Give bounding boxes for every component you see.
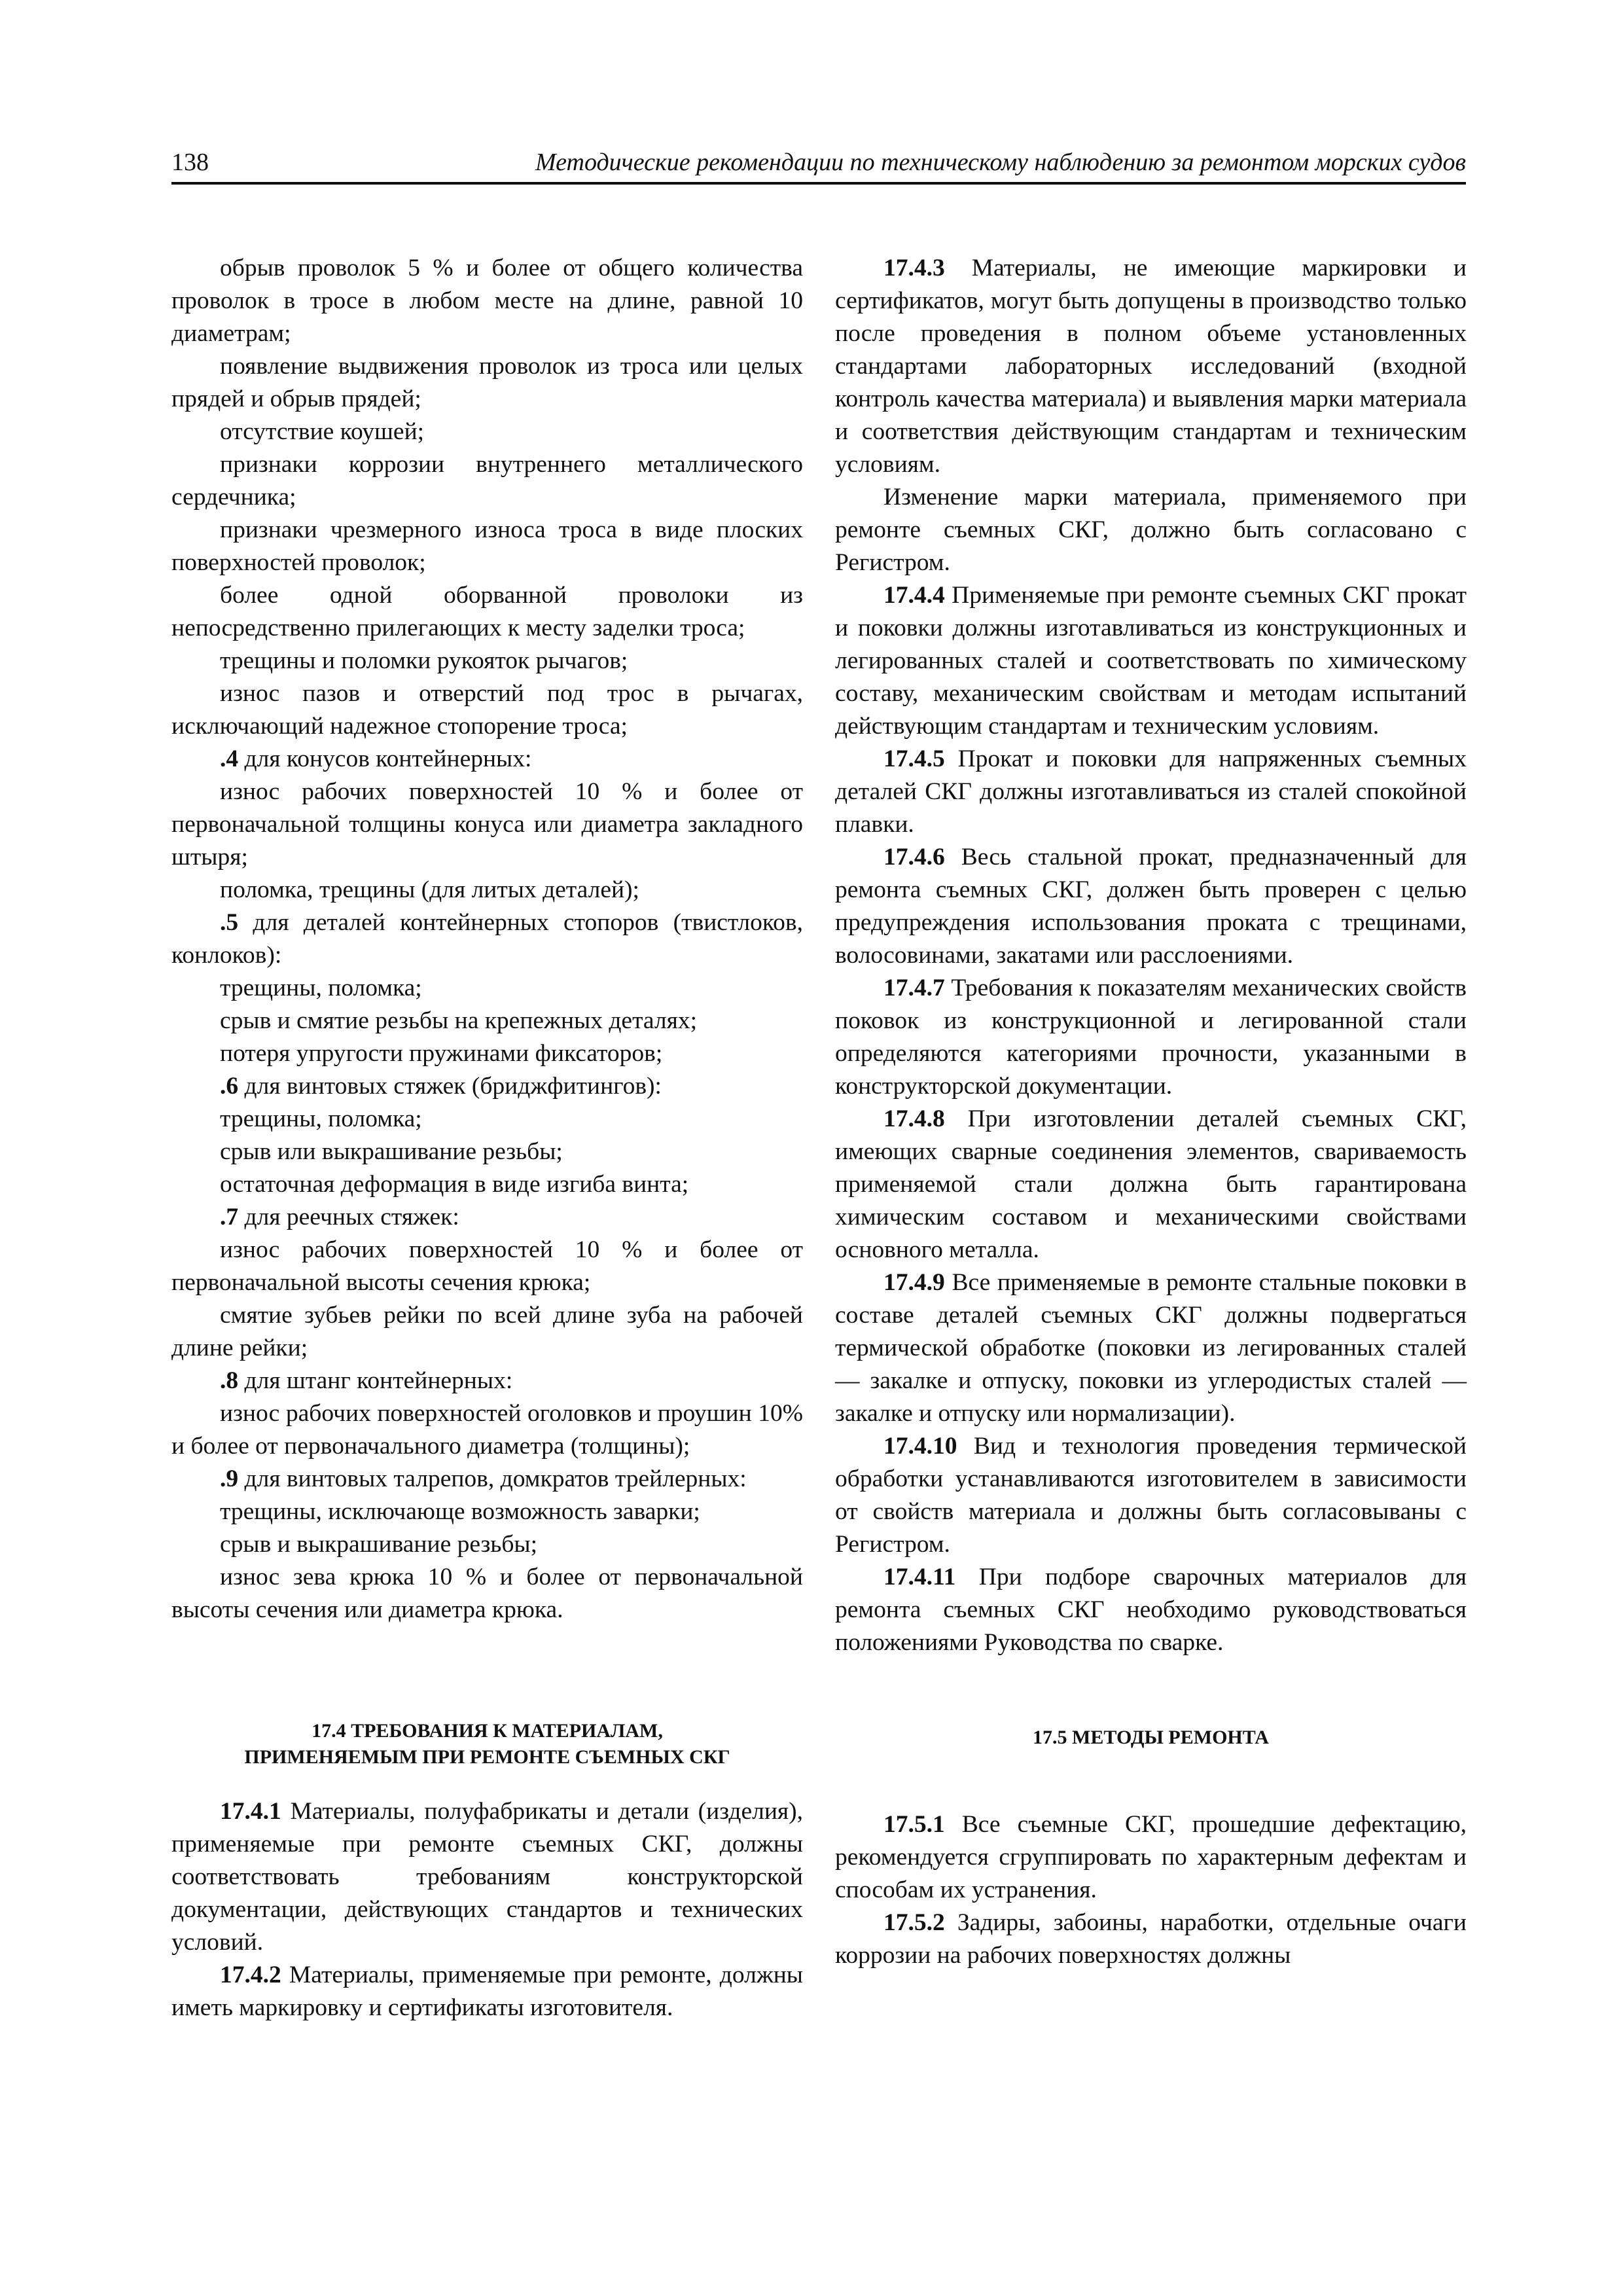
paragraph-number: 17.4.8 bbox=[883, 1105, 945, 1132]
right-column bbox=[835, 252, 1467, 1972]
defect-line: трещины, поломка; bbox=[220, 1105, 422, 1132]
item-7-heading bbox=[171, 1201, 803, 1234]
defect-line: износ пазов и отверстий под трос в рычагах, исключающий надежное стопорение троса; bbox=[171, 680, 803, 740]
paragraph-17-4-2 bbox=[171, 1959, 803, 2024]
section-17-4-heading bbox=[171, 1718, 803, 1770]
paragraph-text: Вид и технология проведения термической обработки устанавливаются изготовителем в зависимости от свойств материала и должны быть согласовываны с Регистром. bbox=[835, 1433, 1467, 1558]
paragraph-number: 17.5.1 bbox=[883, 1811, 945, 1838]
paragraph-17-5-2 bbox=[835, 1907, 1467, 1972]
paragraph-text: При изготовлении деталей съемных СКГ, имеющих сварные соединения элементов, свариваемость применяемой стали должна быть гарантирована химическим составом и механическими свойствами основного металла. bbox=[835, 1105, 1467, 1263]
defect-line: износ рабочих поверхностей 10 % и более от первоначальной толщины конуса или диаметра закладного штыря; bbox=[171, 778, 803, 870]
page-header bbox=[171, 141, 1466, 185]
paragraph-number: 17.4.1 bbox=[220, 1798, 281, 1825]
paragraph-text: Прокат и поковки для напряженных съемных деталей СКГ должны изготавливаться из сталей спокойной плавки. bbox=[835, 745, 1467, 838]
item-text: для деталей контейнерных стопоров (твистлоков, конлоков): bbox=[171, 909, 803, 969]
item-6-heading bbox=[171, 1070, 803, 1103]
section-heading-line: 17.4 ТРЕБОВАНИЯ К МАТЕРИАЛАМ, bbox=[312, 1720, 663, 1742]
paragraph-number: 17.4.4 bbox=[883, 582, 945, 609]
paragraph-text: Все применяемые в ремонте стальные поковки в составе деталей съемных СКГ должны подвергаться термической обработке (поковки из легированных сталей — закалке и отпуску, поковки из углеродистых сталей — закалке и отпуску или нормализации). bbox=[835, 1269, 1467, 1427]
paragraph-text: Материалы, полуфабрикаты и детали (изделия), применяемые при ремонте съемных СКГ, должны соответствовать требованиям конструкторской документации, действующих стандартов и технических условий. bbox=[171, 1798, 803, 1956]
paragraph-text: Материалы, не имеющие маркировки и сертификатов, могут быть допущены в производство только после проведения в полном объеме установленных стандартами лабораторных исследований (входной контроль качества материала) и выявления марки материала и соответствия действующим стандартам и техническим условиям. bbox=[835, 255, 1467, 478]
defect-line: признаки коррозии внутреннего металлического сердечника; bbox=[171, 451, 803, 511]
item-8-heading bbox=[171, 1365, 803, 1397]
paragraph-number: 17.4.5 bbox=[883, 745, 945, 772]
paragraph-number: 17.4.2 bbox=[220, 1962, 281, 1988]
defect-line: износ рабочих поверхностей оголовков и проушин 10% и более от первоначального диаметра (толщины); bbox=[171, 1400, 803, 1460]
paragraph-text: Требования к показателям механических свойств поковок из конструкционной и легированной стали определяются категориями прочности, указанными в конструкторской документации. bbox=[835, 975, 1467, 1100]
defect-line: трещины, исключающе возможность заварки; bbox=[220, 1498, 700, 1525]
defect-line: отсутствие коушей; bbox=[220, 418, 425, 445]
item-number: .6 bbox=[220, 1073, 239, 1100]
spacer bbox=[835, 1751, 1467, 1808]
paragraph-number: 17.4.10 bbox=[883, 1433, 957, 1460]
paragraph-text: При подборе сварочных материалов для ремонта съемных СКГ необходимо руководствоваться положениями Руководства по сварке. bbox=[835, 1564, 1467, 1656]
defect-line: более одной оборванной проволоки из непосредственно прилегающих к месту заделки троса; bbox=[171, 582, 803, 641]
paragraph-17-4-4 bbox=[835, 579, 1467, 743]
item-number: .7 bbox=[220, 1204, 239, 1230]
paragraph-text: Весь стальной прокат, предназначенный для ремонта съемных СКГ, должен быть проверен с целью предупреждения использования проката с трещинами, волосовинами, закатами или расслоениями. bbox=[835, 844, 1467, 969]
item-number: .8 bbox=[220, 1367, 239, 1394]
paragraph-text: Применяемые при ремонте съемных СКГ прокат и поковки должны изготавливаться из конструкционных и легированных сталей и соответствовать по химическому составу, механическим свойствам и методам испытаний действующим стандартам и техническим условиям. bbox=[835, 582, 1467, 740]
paragraph-number: 17.5.2 bbox=[883, 1909, 945, 1936]
defect-line: износ рабочих поверхностей 10 % и более от первоначальной высоты сечения крюка; bbox=[171, 1236, 803, 1296]
paragraph-17-4-7 bbox=[835, 972, 1467, 1103]
section-heading-line: ПРИМЕНЯЕМЫМ ПРИ РЕМОНТЕ СЪЕМНЫХ СКГ bbox=[244, 1746, 730, 1768]
defect-line: трещины, поломка; bbox=[220, 975, 422, 1001]
defect-line: признаки чрезмерного износа троса в виде плоских поверхностей проволок; bbox=[171, 516, 803, 576]
page-number: 138 bbox=[171, 149, 209, 176]
paragraph-17-5-1 bbox=[835, 1808, 1467, 1907]
left-column bbox=[171, 252, 803, 2024]
item-text: для конусов контейнерных: bbox=[238, 745, 532, 772]
paragraph-17-4-1 bbox=[171, 1795, 803, 1959]
item-text: для штанг контейнерных: bbox=[238, 1367, 513, 1394]
paragraph-17-4-5 bbox=[835, 743, 1467, 841]
paragraph-17-4-10 bbox=[835, 1430, 1467, 1561]
paragraph-text: Задиры, забоины, наработки, отдельные очаги коррозии на рабочих поверхностях должны bbox=[835, 1909, 1467, 1969]
defect-line: срыв или выкрашивание резьбы; bbox=[220, 1138, 563, 1165]
item-4-heading bbox=[171, 743, 803, 776]
item-5-heading bbox=[171, 906, 803, 972]
paragraph-number: 17.4.6 bbox=[883, 844, 945, 870]
paragraph-17-4-8 bbox=[835, 1103, 1467, 1266]
paragraph-material-change: Изменение марки материала, применяемого при ремонте съемных СКГ, должно быть согласовано с Регистром. bbox=[835, 484, 1467, 576]
item-number: .9 bbox=[220, 1465, 239, 1492]
running-title: Методические рекомендации по техническому наблюдению за ремонтом морских судов bbox=[535, 149, 1466, 176]
item-9-heading bbox=[171, 1463, 803, 1496]
defect-line: потеря упругости пружинами фиксаторов; bbox=[220, 1040, 663, 1067]
defect-line: износ зева крюка 10 % и более от первоначальной высоты сечения или диаметра крюка. bbox=[171, 1564, 803, 1623]
section-17-5-heading: 17.5 МЕТОДЫ РЕМОНТА bbox=[1033, 1727, 1269, 1748]
paragraph-17-4-11 bbox=[835, 1561, 1467, 1659]
defect-line: обрыв проволок 5 % и более от общего количества проволок в тросе в любом месте на длине, равной 10 диаметрам; bbox=[171, 255, 803, 347]
item-text: для винтовых талрепов, домкратов трейлерных: bbox=[238, 1465, 747, 1492]
item-text: для винтовых стяжек (бриджфитингов): bbox=[238, 1073, 662, 1100]
paragraph-text: Материалы, применяемые при ремонте, должны иметь маркировку и сертификаты изготовителя. bbox=[171, 1962, 803, 2021]
item-text: для реечных стяжек: bbox=[238, 1204, 459, 1230]
spacer bbox=[171, 1626, 803, 1718]
defect-line: поломка, трещины (для литых деталей); bbox=[220, 876, 639, 903]
paragraph-number: 17.4.9 bbox=[883, 1269, 945, 1296]
defect-line: срыв и выкрашивание резьбы; bbox=[220, 1531, 538, 1558]
paragraph-number: 17.4.7 bbox=[883, 975, 945, 1001]
spacer bbox=[171, 1770, 803, 1795]
defect-line: появление выдвижения проволок из троса или целых прядей и обрыв прядей; bbox=[171, 353, 803, 412]
paragraph-17-4-9 bbox=[835, 1266, 1467, 1430]
paragraph-17-4-6 bbox=[835, 841, 1467, 972]
paragraph-number: 17.4.3 bbox=[883, 255, 945, 281]
defect-line: остаточная деформация в виде изгиба винта; bbox=[220, 1171, 689, 1198]
spacer bbox=[835, 1659, 1467, 1725]
item-number: .5 bbox=[220, 909, 239, 936]
defect-line: трещины и поломки рукояток рычагов; bbox=[220, 647, 628, 674]
defect-line: срыв и смятие резьбы на крепежных деталях; bbox=[220, 1007, 698, 1034]
paragraph-17-4-3 bbox=[835, 252, 1467, 481]
item-number: .4 bbox=[220, 745, 239, 772]
paragraph-number: 17.4.11 bbox=[883, 1564, 956, 1590]
paragraph-text: Все съемные СКГ, прошедшие дефектацию, рекомендуется сгруппировать по характерным дефектам и способам их устранения. bbox=[835, 1811, 1467, 1903]
defect-line: смятие зубьев рейки по всей длине зуба на рабочей длине рейки; bbox=[171, 1302, 803, 1361]
